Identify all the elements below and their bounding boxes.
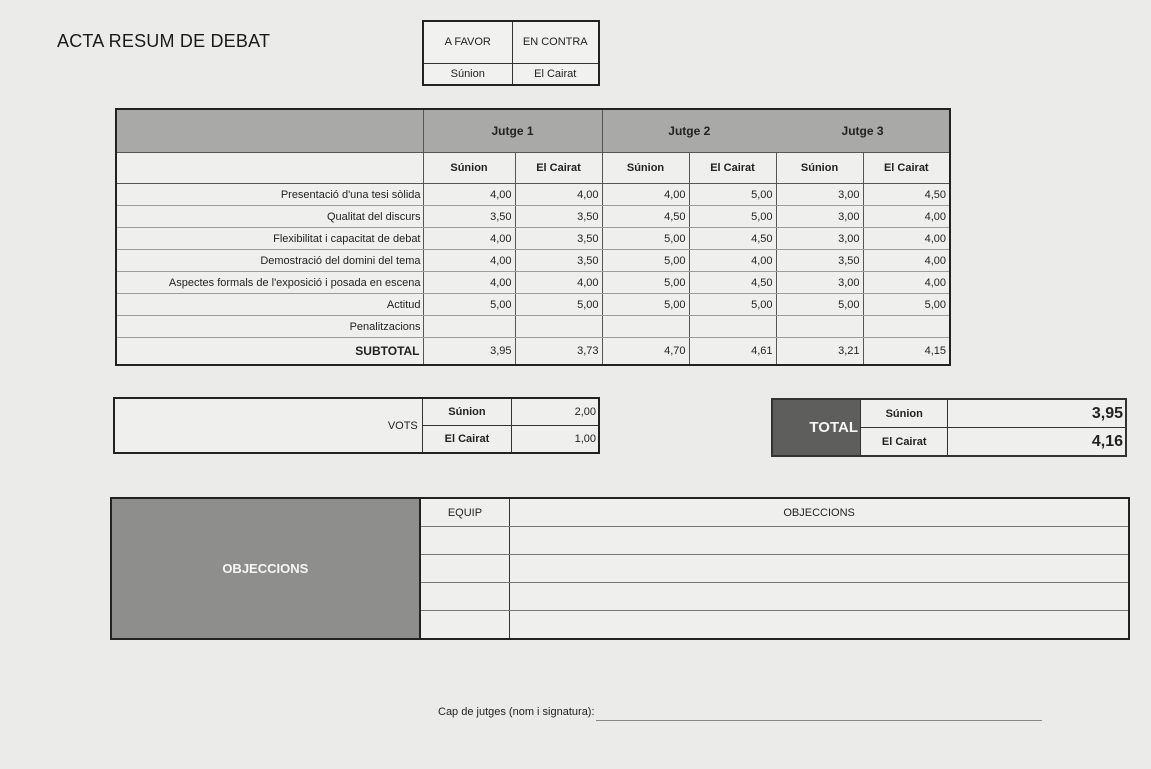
score-cell: 5,00: [602, 228, 689, 250]
votes-team: Súnion: [422, 398, 511, 426]
sides-table: [422, 20, 600, 86]
header-blank: [116, 109, 423, 153]
score-cell: 5,00: [689, 206, 776, 228]
score-cell: 3,00: [776, 206, 863, 228]
score-cell: 3,50: [515, 250, 602, 272]
subtotal-label: SUBTOTAL: [116, 338, 423, 366]
scores-table: [115, 108, 951, 366]
teams-blank: [116, 153, 423, 184]
signature-line[interactable]: [596, 720, 1042, 721]
score-cell: 3,00: [776, 272, 863, 294]
score-cell: 4,00: [515, 184, 602, 206]
objection-team-cell[interactable]: [420, 555, 510, 583]
score-cell: 5,00: [689, 294, 776, 316]
score-cell: [776, 316, 863, 338]
criterion-label: Aspectes formals de l'exposició i posada en escena: [116, 272, 423, 294]
team-header: Súnion: [602, 153, 689, 184]
criterion-label: Penalitzacions: [116, 316, 423, 338]
score-cell: 4,00: [863, 272, 950, 294]
objection-text-cell[interactable]: [510, 527, 1129, 555]
team-header: El Cairat: [863, 153, 950, 184]
criterion-row: [116, 294, 950, 316]
objection-team-cell[interactable]: [420, 527, 510, 555]
total-value: 4,16: [948, 428, 1126, 457]
objection-text-cell[interactable]: [510, 583, 1129, 611]
team-header: Súnion: [776, 153, 863, 184]
score-cell: 4,50: [602, 206, 689, 228]
judge-3-header: Jutge 3: [776, 109, 950, 153]
criterion-row: [116, 206, 950, 228]
objection-team-cell[interactable]: [420, 611, 510, 640]
score-cell: 4,00: [423, 250, 515, 272]
score-cell: [863, 316, 950, 338]
score-cell: 4,50: [863, 184, 950, 206]
score-cell: [423, 316, 515, 338]
score-cell: 3,00: [776, 228, 863, 250]
score-cell: 5,00: [602, 272, 689, 294]
criterion-row: [116, 316, 950, 338]
criterion-row: [116, 272, 950, 294]
votes-label: VOTS: [114, 398, 422, 453]
score-cell: 5,00: [515, 294, 602, 316]
score-cell: 4,00: [863, 228, 950, 250]
subtotal-cell: 3,21: [776, 338, 863, 366]
total-value: 3,95: [948, 399, 1126, 428]
score-cell: 4,00: [423, 272, 515, 294]
score-cell: 3,50: [515, 228, 602, 250]
subtotal-row: [116, 338, 950, 366]
criterion-label: Qualitat del discurs: [116, 206, 423, 228]
score-cell: 4,00: [423, 228, 515, 250]
objections-label: OBJECCIONS: [111, 498, 420, 639]
objection-team-cell[interactable]: [420, 583, 510, 611]
objection-text-cell[interactable]: [510, 555, 1129, 583]
team-header: El Cairat: [515, 153, 602, 184]
contra-team: El Cairat: [512, 63, 599, 85]
subtotal-cell: 4,61: [689, 338, 776, 366]
score-cell: 4,50: [689, 272, 776, 294]
votes-team: El Cairat: [422, 426, 511, 454]
total-table: [771, 398, 1127, 457]
team-header: El Cairat: [689, 153, 776, 184]
score-cell: 5,00: [602, 294, 689, 316]
total-team: El Cairat: [861, 428, 948, 457]
favor-label: A FAVOR: [423, 21, 512, 63]
score-cell: [689, 316, 776, 338]
score-cell: 5,00: [423, 294, 515, 316]
page-title: ACTA RESUM DE DEBAT: [57, 31, 271, 51]
equip-header: EQUIP: [420, 498, 510, 527]
criterion-row: [116, 228, 950, 250]
score-cell: 4,50: [689, 228, 776, 250]
objections-header: OBJECCIONS: [510, 498, 1129, 527]
judges-header-row: [116, 109, 950, 153]
score-cell: [515, 316, 602, 338]
score-cell: 3,50: [423, 206, 515, 228]
votes-value: 2,00: [512, 398, 599, 426]
contra-label: EN CONTRA: [512, 21, 599, 63]
criterion-label: Actitud: [116, 294, 423, 316]
teams-header-row: [116, 153, 950, 184]
signature-label: Cap de jutges (nom i signatura):: [438, 706, 595, 718]
score-cell: 5,00: [689, 184, 776, 206]
criterion-row: [116, 184, 950, 206]
score-cell: 4,00: [515, 272, 602, 294]
score-cell: 5,00: [776, 294, 863, 316]
votes-table: [113, 397, 600, 454]
subtotal-cell: 3,73: [515, 338, 602, 366]
score-cell: 5,00: [863, 294, 950, 316]
team-header: Súnion: [423, 153, 515, 184]
criterion-row: [116, 250, 950, 272]
score-cell: 4,00: [863, 206, 950, 228]
criterion-label: Flexibilitat i capacitat de debat: [116, 228, 423, 250]
score-cell: 4,00: [602, 184, 689, 206]
total-label: TOTAL: [772, 399, 861, 456]
score-cell: 3,50: [776, 250, 863, 272]
subtotal-cell: 4,70: [602, 338, 689, 366]
score-cell: 4,00: [863, 250, 950, 272]
subtotal-cell: 4,15: [863, 338, 950, 366]
score-cell: 4,00: [423, 184, 515, 206]
votes-value: 1,00: [512, 426, 599, 454]
criterion-label: Demostració del domini del tema: [116, 250, 423, 272]
judge-1-header: Jutge 1: [423, 109, 602, 153]
score-cell: 3,00: [776, 184, 863, 206]
favor-team: Súnion: [423, 63, 512, 85]
objection-text-cell[interactable]: [510, 611, 1129, 640]
judge-2-header: Jutge 2: [602, 109, 776, 153]
score-cell: 4,00: [689, 250, 776, 272]
criterion-label: Presentació d'una tesi sòlida: [116, 184, 423, 206]
subtotal-cell: 3,95: [423, 338, 515, 366]
score-cell: 3,50: [515, 206, 602, 228]
score-cell: [602, 316, 689, 338]
score-cell: 5,00: [602, 250, 689, 272]
objections-table: [110, 497, 1130, 640]
total-team: Súnion: [861, 399, 948, 428]
